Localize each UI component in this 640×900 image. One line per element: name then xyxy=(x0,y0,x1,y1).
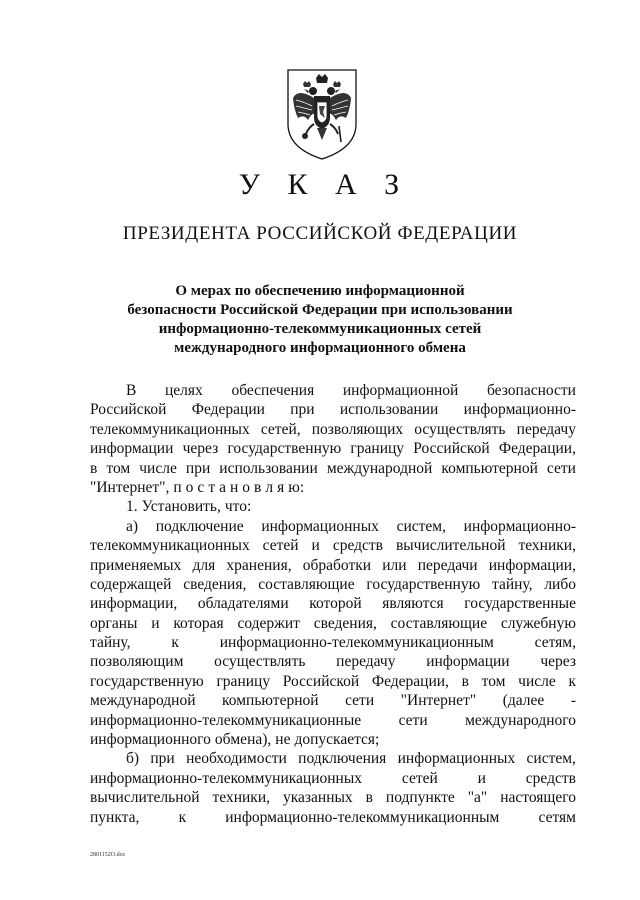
body-line: информации, обладателями которой являются государственные xyxy=(90,595,576,613)
body-line: органы и которая содержит сведения, составляющие служебную xyxy=(90,614,576,632)
body-line: В целях обеспечения информационной безопасности xyxy=(126,382,576,399)
decree-body xyxy=(90,381,576,827)
body-line: информации через государственную границу Российской Федерации, xyxy=(90,440,576,458)
subject-line: международного информационного обмена xyxy=(174,340,466,356)
document-type-title: У К А З xyxy=(238,168,410,201)
issuer-title: ПРЕЗИДЕНТА РОССИЙСКОЙ ФЕДЕРАЦИИ xyxy=(122,223,518,244)
body-line: Российской Федерации при использовании информационно- xyxy=(90,401,576,419)
body-line: 1. Установить, что: xyxy=(126,498,252,516)
body-line: телекоммуникационных сетей и средств вычислительной техники, xyxy=(90,537,576,555)
body-line: телекоммуникационных сетей, позволяющих осуществлять передачу xyxy=(90,420,576,438)
subject-line: безопасности Российской Федерации при использовании xyxy=(127,302,513,318)
subject-line: информационно-телекоммуникационных сетей xyxy=(158,321,482,337)
body-line: международной компьютерной сети "Интернет" (далее - xyxy=(90,692,576,710)
body-line: "Интернет", п о с т а н о в л я ю: xyxy=(90,478,305,496)
body-line: позволяющим осуществлять передачу информации через xyxy=(90,653,576,671)
body-line: а) подключение информационных систем, информационно- xyxy=(126,517,576,535)
body-line: пункта, к информационно-телекоммуникационным сетям xyxy=(90,808,576,826)
body-line: вычислительной техники, указанных в подпункте "а" настоящего xyxy=(90,789,576,807)
body-line: информационного обмена), не допускается; xyxy=(90,731,380,749)
decree-subject xyxy=(100,282,540,358)
body-line: в том числе при использовании международной компьютерной сети xyxy=(90,459,576,477)
body-line: тайну, к информационно-телекоммуникационным сетям, xyxy=(90,634,576,652)
body-line: б) при необходимости подключения информационных систем, xyxy=(126,750,576,768)
subject-line: О мерах по обеспечению информационной xyxy=(175,283,465,299)
document-file-code: 2801152О.doc xyxy=(90,852,126,858)
body-line: государственную границу Российской Федерации, в том числе к xyxy=(90,672,576,690)
body-line: применяемых для хранения, обработки или передачи информации, xyxy=(90,556,576,574)
body-line: содержащей сведения, составляющие государственную тайну, либо xyxy=(90,575,576,593)
body-line: информационно-телекоммуникационных сетей и средств xyxy=(90,769,576,787)
body-line: информационно-телекоммуникационные сети международного xyxy=(90,711,576,729)
coat-of-arms-russia-icon xyxy=(284,66,360,162)
